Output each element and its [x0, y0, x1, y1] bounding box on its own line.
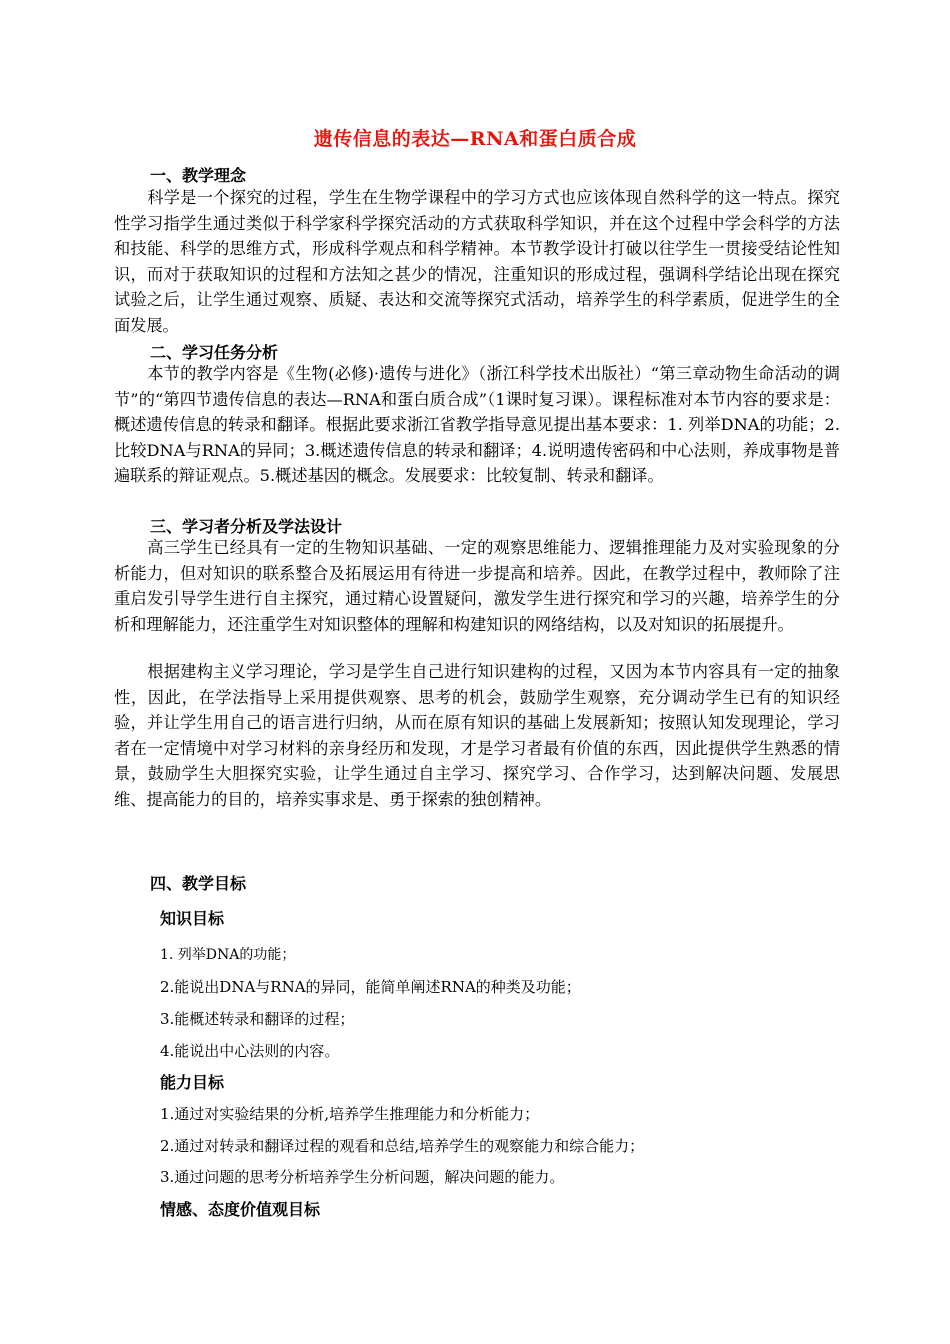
list-item: 2.通过对转录和翻译过程的观看和总结,培养学生的观察能力和综合能力； — [160, 1137, 645, 1155]
section-heading-learner-analysis: 三、学习者分析及学法设计 — [150, 517, 343, 536]
paragraph-learner-analysis-2: 根据建构主义学习理论，学习是学生自己进行知识建构的过程，又因为本节内容具有一定的抽象性，因此，在学法指导上采用提供观察、思考的机会，鼓励学生观察，充分调动学生已有的知识经验，并让学生用自己的语言进行归纳，从而在原有知识的基础上发展新知；按照认知发现理论，学习者在一定情境中对学习材料的亲身经历和发现，才是学习者最有价值的东西，因此提供学生熟悉的情景，鼓励学生大胆探究实验，让学生通过自主学习、探究学习、合作学习，达到解决问题、发展思维、提高能力的目的，培养实事求是、勇于探索的独创精神。 — [114, 662, 840, 809]
paragraph-learner-analysis-1: 高三学生已经具有一定的生物知识基础、一定的观察思维能力、逻辑推理能力及对实验现象的分析能力，但对知识的联系整合及拓展运用有待进一步提高和培养。因此，在教学过程中，教师除了注重启发引导学生进行自主探究，通过精心设置疑问，激发学生进行探究和学习的兴趣，培养学生的分析和理解能力，还注重学生对知识整体的理解和构建知识的网络结构，以及对知识的拓展提升。 — [114, 538, 840, 634]
section-heading-philosophy: 一、教学理念 — [150, 166, 247, 185]
paragraph-philosophy: 科学是一个探究的过程，学生在生物学课程中的学习方式也应该体现自然科学的这一特点。探究性学习指学生通过类似于科学家科学探究活动的方式获取科学知识，并在这个过程中学会科学的方法和技能、科学的思维方式，形成科学观点和科学精神。本节教学设计打破以往学生一贯接受结论性知识，而对于获取知识的过程和方法知之甚少的情况，注重知识的形成过程，强调科学结论出现在探究试验之后，让学生通过观察、质疑、表达和交流等探究式活动，培养学生的科学素质，促进学生的全面发展。 — [114, 188, 840, 335]
list-item: 4.能说出中心法则的内容。 — [160, 1042, 340, 1060]
subheading-emotion-objectives: 情感、态度价值观目标 — [160, 1200, 321, 1219]
subheading-ability-objectives: 能力目标 — [160, 1073, 225, 1092]
document-title: 遗传信息的表达—RNA和蛋白质合成 — [313, 128, 637, 150]
list-item: 1.通过对实验结果的分析,培养学生推理能力和分析能力； — [160, 1105, 540, 1123]
section-heading-task-analysis: 二、学习任务分析 — [150, 343, 279, 362]
list-item: 3.能概述转录和翻译的过程； — [160, 1010, 355, 1028]
list-item: 2.能说出DNA与RNA的异同，能简单阐述RNA的种类及功能； — [160, 978, 581, 996]
list-item: 3.通过问题的思考分析培养学生分析问题，解决问题的能力。 — [160, 1168, 565, 1186]
subheading-knowledge-objectives: 知识目标 — [160, 909, 225, 928]
list-item: 1. 列举DNA的功能； — [160, 947, 296, 963]
paragraph-task-analysis: 本节的教学内容是《生物(必修)·遗传与进化》（浙江科学技术出版社）“第三章动物生命活动的调节”的“第四节遗传信息的表达—RNA和蛋白质合成”（1课时复习课）。课程标准对本节内容的要求是：概述遗传信息的转录和翻译。根据此要求浙江省教学指导意见提出基本要求：1. 列举DNA的功能；2.比较DNA与RNA的异同；3.概述遗传信息的转录和翻译；4.说明遗传密码和中心法则，养成事物是普遍联系的辩证观点。5.概述基因的概念。发展要求：比较复制、转录和翻译。 — [114, 364, 840, 486]
section-heading-objectives: 四、教学目标 — [150, 874, 247, 893]
